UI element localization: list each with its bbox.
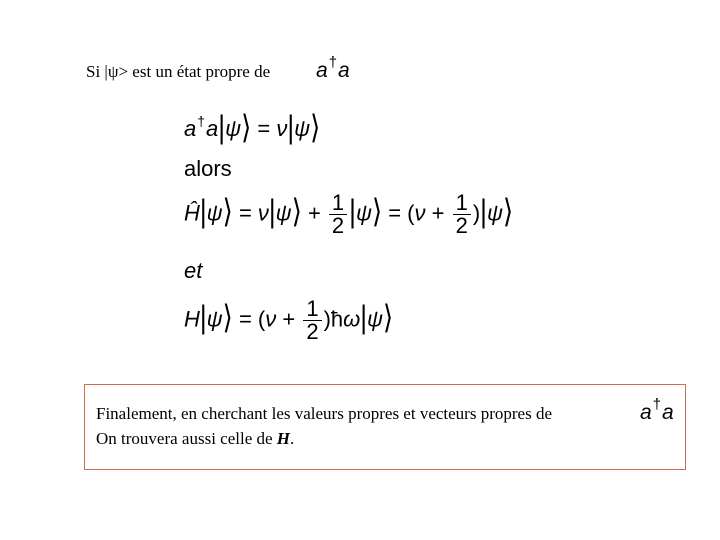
fraction-half: $\frac{1}{2}$ [329,192,347,237]
equation-eigen: a†a|ψ⟩ = ν|ψ⟩ [184,108,321,146]
equation-hamiltonian: H|ψ⟩ = (ν + $\frac{1}{2}$ )ħω|ψ⟩ [184,296,394,344]
fraction-half: $\frac{1}{2}$ [303,298,321,343]
conclusion-operator: a†a [640,396,674,424]
conclusion-text [96,401,552,451]
intro-text: Si |ψ> est un état propre de [86,62,271,81]
fraction-half: $\frac{1}{2}$ [453,192,471,237]
word-et: et [184,258,203,283]
symbol-H: H [276,429,291,448]
word-alors: alors [184,156,232,181]
intro-operator: a†a [316,54,350,82]
equation-hamiltonian-hat: Ĥ|ψ⟩ = ν|ψ⟩ + $\frac{1}{2}$ |ψ⟩ = (ν + $\frac{1}{2}$ )|ψ⟩ [184,190,514,238]
conclusion-line-2: On trouvera aussi celle de H. [96,429,295,448]
conclusion-line-1: Finalement, en cherchant les valeurs propres et vecteurs propres de [96,404,552,423]
intro-sentence [86,62,270,82]
